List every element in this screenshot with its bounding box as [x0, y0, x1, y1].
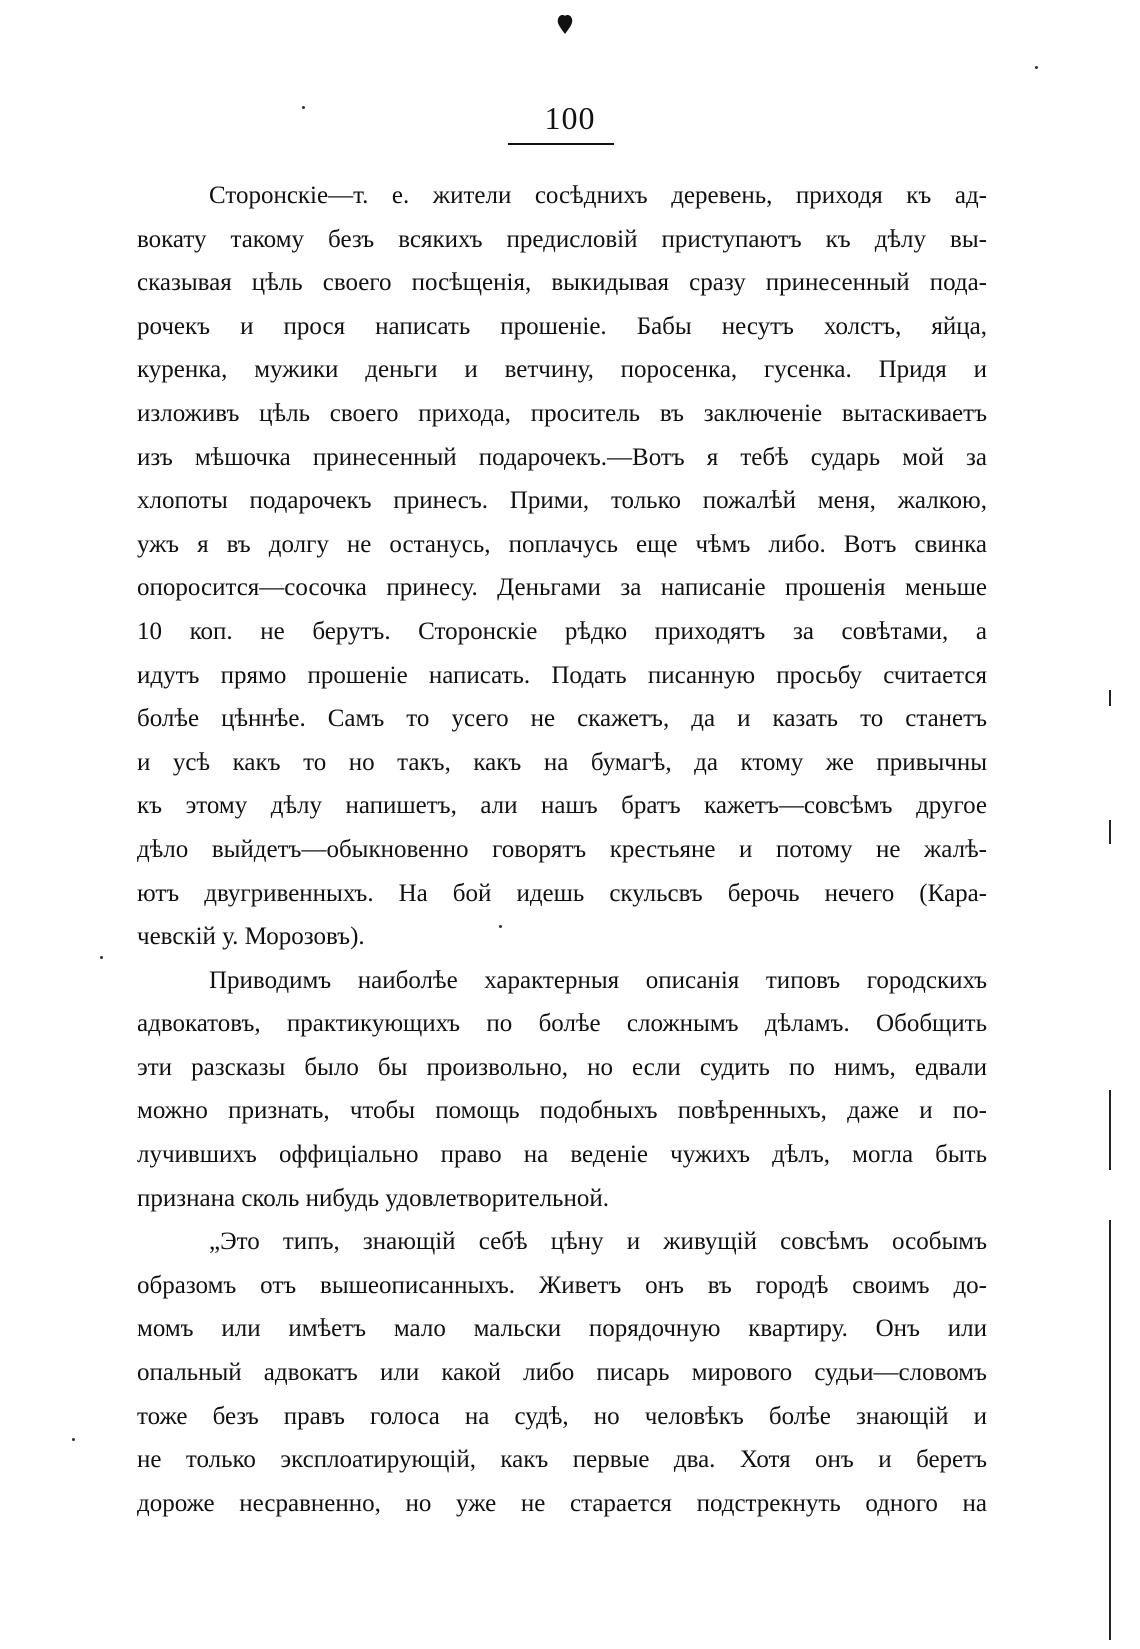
text-line: признана сколь нибудь удовлетворительной. — [137, 1184, 609, 1212]
text-line: Сторонскіе—т. е. жители сосѣднихъ деревень, приходя къ ад- — [209, 182, 987, 209]
text-line: и усѣ какъ то но такъ, какъ на бумагѣ, да ктому же привычны — [137, 748, 987, 776]
text-line: ютъ двугривенныхъ. На бой идешь скульсвъ берочь нечего (Кара- — [137, 879, 987, 907]
text-line: лучившихъ оффиціально право на веденіе чужихъ дѣлъ, могла быть — [137, 1141, 987, 1169]
text-line: вокату такому безъ всякихъ предисловій приступаютъ къ дѣлу вы- — [137, 225, 987, 253]
text-line: дороже несравненно, но уже не старается подстрекнуть одного на — [137, 1489, 987, 1517]
text-line: можно признать, чтобы помощь подобныхъ повѣренныхъ, даже и по- — [137, 1097, 987, 1125]
page-number: 100 — [544, 100, 596, 136]
ink-speck — [100, 956, 103, 959]
text-line: ужъ я въ долгу не останусь, поплачусь еще чѣмъ либо. Вотъ свинка — [137, 530, 987, 558]
ink-speck — [1035, 66, 1038, 69]
page-edge-line — [1109, 690, 1111, 706]
text-line: „Это типъ, знающій себѣ цѣну и живущій совсѣмъ особымъ — [209, 1228, 987, 1256]
page-edge-line — [1109, 1220, 1111, 1640]
text-line: изъ мѣшочка принесенный подарочекъ.—Вотъ я тебѣ сударь мой за — [137, 443, 987, 471]
page-text — [137, 174, 987, 1525]
text-line: опальный адвокатъ или какой либо писарь мирового судьи—словомъ — [137, 1359, 987, 1387]
page-number-rule — [508, 143, 614, 145]
text-line: опоросится—сосочка принесу. Деньгами за написаніе прошенія меньше — [137, 574, 987, 602]
text-line: сказывая цѣль своего посѣщенія, выкидывая сразу принесенный пода- — [137, 269, 987, 297]
text-line: адвокатовъ, практикующихъ по болѣе сложнымъ дѣламъ. Обобщить — [137, 1010, 987, 1038]
text-line: куренка, мужики деньги и ветчину, поросенка, гусенка. Придя и — [137, 356, 987, 384]
ink-speck — [499, 925, 502, 928]
text-line: 10 коп. не берутъ. Сторонскіе рѣдко приходятъ за совѣтами, а — [137, 617, 987, 645]
text-line: къ этому дѣлу напишетъ, али нашъ братъ кажетъ—совсѣмъ другое — [137, 792, 987, 820]
text-line: хлопоты подарочекъ принесъ. Прими, только пожалѣй меня, жалкою, — [137, 487, 987, 515]
text-line: не только эксплоатирующій, какъ первые два. Хотя онъ и беретъ — [137, 1446, 987, 1474]
text-line: эти разсказы было бы произвольно, но если судить по нимъ, едвали — [137, 1053, 987, 1081]
text-line: момъ или имѣетъ мало мальски порядочную квартиру. Онъ или — [137, 1315, 987, 1343]
text-line: тоже безъ правъ голоса на судѣ, но человѣкъ болѣе знающій и — [137, 1402, 987, 1430]
text-line: идутъ прямо прошеніе написать. Подать писанную просьбу считается — [137, 661, 987, 689]
text-line: рочекъ и прося написать прошеніе. Бабы несутъ холстъ, яйца, — [137, 312, 987, 340]
text-line: Приводимъ наиболѣе характерныя описанія типовъ городскихъ — [209, 966, 987, 994]
text-line: дѣло выйдетъ—обыкновенно говорятъ крестьяне и потому не жалѣ- — [137, 835, 987, 863]
text-line: чевскій у. Морозовъ). — [137, 923, 365, 951]
page-edge-line — [1109, 1090, 1111, 1170]
text-line: изложивъ цѣль своего прихода, проситель въ заключеніе вытаскиваетъ — [137, 399, 987, 427]
ink-speck — [72, 1438, 75, 1441]
ink-blot-mark — [557, 14, 573, 34]
text-line: болѣе цѣннѣе. Самъ то усего не скажетъ, да и казать то станетъ — [137, 705, 987, 733]
page-edge-line — [1109, 820, 1111, 844]
ink-speck — [302, 106, 305, 109]
text-line: образомъ отъ вышеописанныхъ. Живетъ онъ въ городѣ своимъ до- — [137, 1271, 987, 1299]
